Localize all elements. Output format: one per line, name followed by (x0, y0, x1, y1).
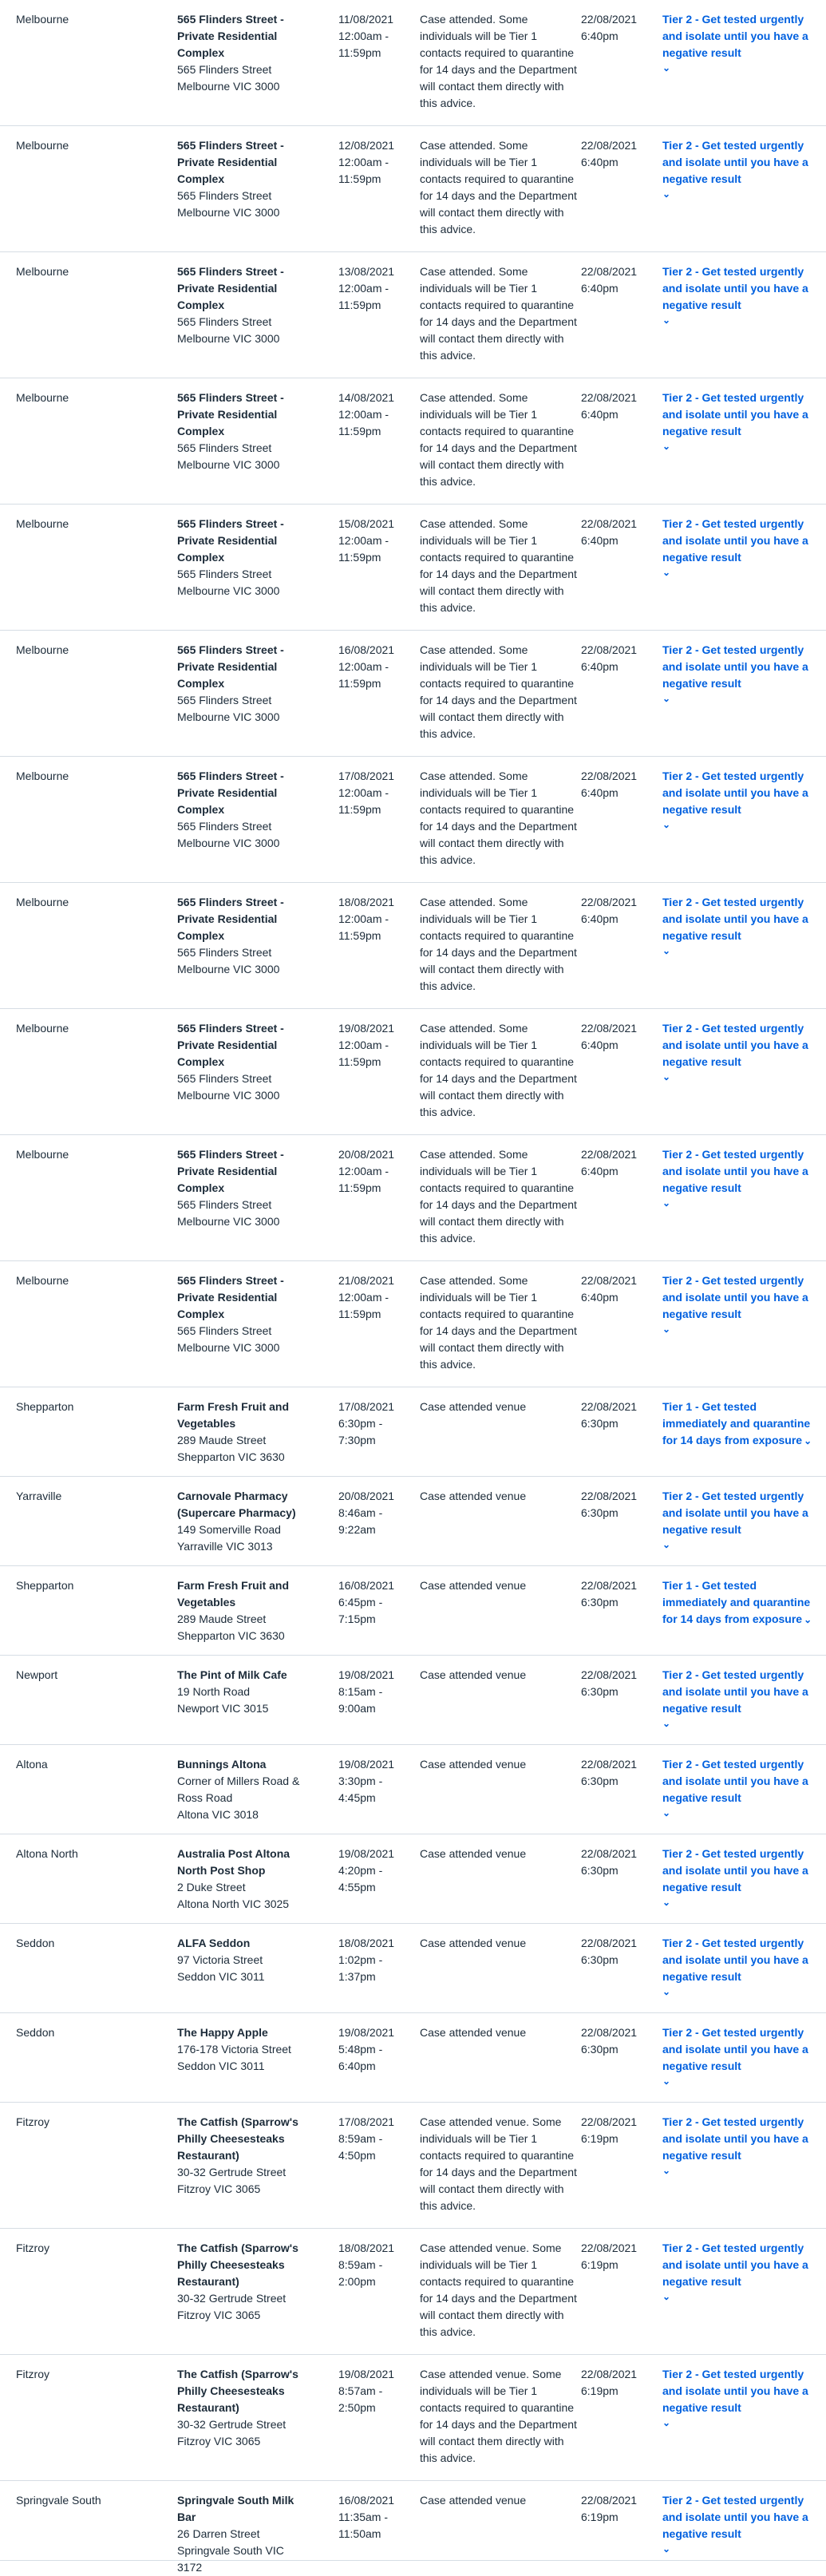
health-advice-label: Tier 2 - Get tested urgently and isolate until you have a negative result (662, 2368, 808, 2414)
health-advice-label: Tier 2 - Get tested urgently and isolate until you have a negative result (662, 643, 808, 690)
site-name: 565 Flinders Street - Private Residential Complex (177, 1148, 284, 1194)
site-name: 565 Flinders Street - Private Residential Complex (177, 265, 284, 311)
address-line: Springvale South VIC 3172 (177, 2544, 284, 2574)
chevron-down-icon: ⌄ (662, 2165, 671, 2176)
site-cell (177, 516, 305, 599)
address-line: Melbourne VIC 3000 (177, 1089, 280, 1102)
exposure-time-cell: 19/08/2021 8:57am - 2:50pm (338, 2368, 395, 2414)
chevron-down-icon: ⌄ (662, 1539, 671, 1550)
health-advice-toggle[interactable] (662, 263, 818, 326)
table-row (0, 252, 826, 378)
chevron-down-icon: ⌄ (662, 1807, 671, 1818)
suburb-cell: Melbourne (16, 1022, 69, 1035)
health-advice-label: Tier 2 - Get tested urgently and isolate until you have a negative result (662, 265, 808, 311)
site-cell (177, 2024, 305, 2075)
health-advice-label: Tier 2 - Get tested urgently and isolate until you have a negative result (662, 896, 808, 942)
notes-cell: Case attended venue. Some individuals will be Tier 1 contacts required to quarantine for 14 days and the Department will contact them directly with this advice. (420, 2115, 577, 2212)
suburb-cell: Melbourne (16, 770, 69, 782)
address-line: Altona North VIC 3025 (177, 1897, 290, 1910)
health-advice-label: Tier 2 - Get tested urgently and isolate until you have a negative result (662, 1490, 808, 1536)
table-row (0, 126, 826, 252)
health-advice-toggle[interactable] (662, 1399, 818, 1450)
health-advice-label: Tier 2 - Get tested urgently and isolate until you have a negative result (662, 2494, 808, 2540)
site-name: Springvale South Milk Bar (177, 2494, 294, 2523)
address-line: Shepparton VIC 3630 (177, 1629, 285, 1642)
health-advice-toggle[interactable] (662, 768, 818, 831)
table-row (0, 1135, 826, 1261)
address-line: Seddon VIC 3011 (177, 1970, 265, 1983)
address-line: Corner of Millers Road & Ross Road (177, 1775, 300, 1804)
suburb-cell: Melbourne (16, 896, 69, 908)
exposure-time-cell: 20/08/2021 8:46am - 9:22am (338, 1490, 395, 1536)
address-line: Fitzroy VIC 3065 (177, 2309, 261, 2321)
address-line: Melbourne VIC 3000 (177, 1215, 280, 1228)
site-name: The Pint of Milk Cafe (177, 1668, 287, 1681)
site-cell (177, 642, 305, 726)
added-time-cell: 22/08/2021 6:40pm (581, 13, 638, 42)
address-line: Melbourne VIC 3000 (177, 1341, 280, 1354)
table-row (0, 2103, 826, 2229)
table-row (0, 1745, 826, 1834)
added-time-cell: 22/08/2021 6:30pm (581, 1937, 638, 1966)
exposure-time-cell: 16/08/2021 12:00am - 11:59pm (338, 643, 395, 690)
exposure-time-cell: 19/08/2021 12:00am - 11:59pm (338, 1022, 395, 1068)
site-name: Farm Fresh Fruit and Vegetables (177, 1579, 290, 1609)
address-line: 565 Flinders Street (177, 1072, 272, 1085)
exposure-time-cell: 16/08/2021 11:35am - 11:50am (338, 2494, 395, 2540)
notes-cell: Case attended. Some individuals will be Tier 1 contacts required to quarantine for 14 days and the Department will contact them directly with this advice. (420, 1022, 577, 1118)
health-advice-toggle[interactable] (662, 1667, 818, 1730)
table-row (0, 505, 826, 631)
site-name: 565 Flinders Street - Private Residential Complex (177, 391, 284, 437)
health-advice-label: Tier 2 - Get tested urgently and isolate until you have a negative result (662, 1274, 808, 1320)
health-advice-label: Tier 2 - Get tested urgently and isolate until you have a negative result (662, 2026, 808, 2072)
address-line: Melbourne VIC 3000 (177, 80, 280, 93)
suburb-cell: Melbourne (16, 1274, 69, 1287)
health-advice-toggle[interactable] (662, 2114, 818, 2177)
site-cell (177, 137, 305, 221)
suburb-cell: Fitzroy (16, 2115, 49, 2128)
health-advice-label: Tier 2 - Get tested urgently and isolate until you have a negative result (662, 770, 808, 816)
table-row (0, 1924, 826, 2013)
added-time-cell: 22/08/2021 6:40pm (581, 1022, 638, 1051)
added-time-cell: 22/08/2021 6:30pm (581, 1490, 638, 1519)
suburb-cell: Melbourne (16, 265, 69, 278)
chevron-down-icon: ⌄ (804, 1435, 812, 1446)
address-line: 565 Flinders Street (177, 820, 272, 833)
address-line: Fitzroy VIC 3065 (177, 2435, 261, 2447)
notes-cell: Case attended venue (420, 1400, 527, 1413)
notes-cell: Case attended venue (420, 1758, 527, 1771)
site-cell (177, 1272, 305, 1356)
notes-cell: Case attended venue. Some individuals will be Tier 1 contacts required to quarantine for 14 days and the Department will contact them directly with this advice. (420, 2368, 577, 2464)
table-row (0, 1477, 826, 1566)
address-line: 565 Flinders Street (177, 189, 272, 202)
health-advice-label: Tier 1 - Get tested immediately and quarantine for 14 days from exposure (662, 1400, 811, 1446)
site-cell (177, 1935, 305, 1985)
address-line: Melbourne VIC 3000 (177, 837, 280, 849)
site-name: Bunnings Altona (177, 1758, 267, 1771)
health-advice-label: Tier 2 - Get tested urgently and isolate until you have a negative result (662, 1937, 808, 1983)
site-name: 565 Flinders Street - Private Residential Complex (177, 1022, 284, 1068)
notes-cell: Case attended. Some individuals will be Tier 1 contacts required to quarantine for 14 days and the Department will contact them directly with this advice. (420, 517, 577, 614)
suburb-cell: Shepparton (16, 1400, 74, 1413)
table-row (0, 1387, 826, 1477)
site-cell (177, 894, 305, 978)
added-time-cell: 22/08/2021 6:30pm (581, 1579, 638, 1609)
address-line: Shepparton VIC 3630 (177, 1450, 285, 1463)
suburb-cell: Yarraville (16, 1490, 62, 1502)
added-time-cell: 22/08/2021 6:40pm (581, 770, 638, 799)
address-line: 289 Maude Street (177, 1434, 267, 1446)
address-line: Melbourne VIC 3000 (177, 458, 280, 471)
health-advice-toggle[interactable] (662, 2366, 818, 2429)
chevron-down-icon: ⌄ (662, 441, 671, 452)
added-time-cell: 22/08/2021 6:40pm (581, 139, 638, 168)
exposure-time-cell: 14/08/2021 12:00am - 11:59pm (338, 391, 395, 437)
chevron-down-icon: ⌄ (662, 62, 671, 73)
site-name: The Catfish (Sparrow's Philly Cheesesteaks Restaurant) (177, 2368, 298, 2414)
site-cell (177, 1667, 305, 1717)
health-advice-toggle[interactable] (662, 390, 818, 453)
suburb-cell: Melbourne (16, 1148, 69, 1161)
table-row (0, 2013, 826, 2103)
notes-cell: Case attended venue (420, 2494, 527, 2507)
address-line: 30-32 Gertrude Street (177, 2418, 287, 2431)
suburb-cell: Seddon (16, 1937, 55, 1949)
chevron-down-icon: ⌄ (662, 2417, 671, 2428)
site-name: The Catfish (Sparrow's Philly Cheesesteaks Restaurant) (177, 2115, 298, 2162)
address-line: Melbourne VIC 3000 (177, 584, 280, 597)
health-advice-toggle[interactable] (662, 11, 818, 74)
suburb-cell: Newport (16, 1668, 58, 1681)
exposure-time-cell: 17/08/2021 12:00am - 11:59pm (338, 770, 395, 816)
notes-cell: Case attended. Some individuals will be Tier 1 contacts required to quarantine for 14 days and the Department will contact them directly with this advice. (420, 896, 577, 992)
chevron-down-icon: ⌄ (662, 1718, 671, 1729)
added-time-cell: 22/08/2021 6:30pm (581, 1847, 638, 1877)
notes-cell: Case attended. Some individuals will be Tier 1 contacts required to quarantine for 14 days and the Department will contact them directly with this advice. (420, 1148, 577, 1244)
site-cell (177, 1488, 305, 1555)
table-row (0, 1009, 826, 1135)
health-advice-toggle[interactable] (662, 1846, 818, 1909)
health-advice-toggle[interactable] (662, 2024, 818, 2087)
health-advice-label: Tier 2 - Get tested urgently and isolate until you have a negative result (662, 1148, 808, 1194)
health-advice-toggle[interactable] (662, 1020, 818, 1083)
address-line: 565 Flinders Street (177, 441, 272, 454)
health-advice-toggle[interactable] (662, 516, 818, 579)
table-row (0, 631, 826, 757)
health-advice-toggle[interactable] (662, 137, 818, 200)
site-cell (177, 1756, 305, 1823)
address-line: Altona VIC 3018 (177, 1808, 259, 1821)
site-cell (177, 2492, 305, 2576)
address-line: 289 Maude Street (177, 1612, 267, 1625)
health-advice-toggle[interactable] (662, 1935, 818, 1998)
address-line: 565 Flinders Street (177, 315, 272, 328)
address-line: Yarraville VIC 3013 (177, 1540, 273, 1553)
exposure-time-cell: 18/08/2021 12:00am - 11:59pm (338, 896, 395, 942)
suburb-cell: Melbourne (16, 643, 69, 656)
suburb-cell: Altona North (16, 1847, 78, 1860)
added-time-cell: 22/08/2021 6:40pm (581, 896, 638, 925)
exposure-time-cell: 18/08/2021 1:02pm - 1:37pm (338, 1937, 395, 1983)
site-cell (177, 768, 305, 852)
notes-cell: Case attended venue (420, 1490, 527, 1502)
address-line: Melbourne VIC 3000 (177, 710, 280, 723)
chevron-down-icon: ⌄ (662, 945, 671, 956)
exposure-time-cell: 17/08/2021 6:30pm - 7:30pm (338, 1400, 395, 1446)
chevron-down-icon: ⌄ (662, 1071, 671, 1082)
site-name: 565 Flinders Street - Private Residential Complex (177, 896, 284, 942)
table-row (0, 2355, 826, 2481)
table-row (0, 2481, 826, 2574)
health-advice-toggle[interactable] (662, 1146, 818, 1209)
table-row (0, 0, 826, 126)
site-name: 565 Flinders Street - Private Residential Complex (177, 770, 284, 816)
address-line: Melbourne VIC 3000 (177, 206, 280, 219)
health-advice-toggle[interactable] (662, 2240, 818, 2303)
site-name: 565 Flinders Street - Private Residential Complex (177, 1274, 284, 1320)
address-line: Melbourne VIC 3000 (177, 332, 280, 345)
chevron-down-icon: ⌄ (662, 315, 671, 326)
added-time-cell: 22/08/2021 6:40pm (581, 1274, 638, 1304)
suburb-cell: Shepparton (16, 1579, 74, 1592)
site-cell (177, 1846, 305, 1913)
site-name: Carnovale Pharmacy (Supercare Pharmacy) (177, 1490, 296, 1519)
address-line: 30-32 Gertrude Street (177, 2292, 287, 2305)
exposure-time-cell: 17/08/2021 8:59am - 4:50pm (338, 2115, 395, 2162)
health-advice-label: Tier 2 - Get tested urgently and isolate until you have a negative result (662, 517, 808, 564)
site-cell (177, 2114, 305, 2198)
notes-cell: Case attended. Some individuals will be Tier 1 contacts required to quarantine for 14 days and the Department will contact them directly with this advice. (420, 13, 577, 109)
exposure-time-cell: 12/08/2021 12:00am - 11:59pm (338, 139, 395, 185)
table-row (0, 883, 826, 1009)
address-line: 176-178 Victoria Street (177, 2043, 291, 2056)
chevron-down-icon: ⌄ (662, 1197, 671, 1209)
health-advice-label: Tier 2 - Get tested urgently and isolate until you have a negative result (662, 13, 808, 59)
suburb-cell: Melbourne (16, 139, 69, 152)
address-line: 2 Duke Street (177, 1881, 246, 1893)
health-advice-label: Tier 1 - Get tested immediately and quarantine for 14 days from exposure (662, 1579, 811, 1625)
chevron-down-icon: ⌄ (662, 188, 671, 200)
table-row (0, 2229, 826, 2355)
health-advice-label: Tier 2 - Get tested urgently and isolate until you have a negative result (662, 1022, 808, 1068)
site-cell (177, 1399, 305, 1466)
added-time-cell: 22/08/2021 6:19pm (581, 2242, 638, 2271)
site-name: 565 Flinders Street - Private Residential Complex (177, 643, 284, 690)
health-advice-toggle[interactable] (662, 642, 818, 705)
table-row (0, 757, 826, 883)
address-line: 19 North Road (177, 1685, 251, 1698)
chevron-down-icon: ⌄ (804, 1614, 812, 1625)
table-row (0, 1834, 826, 1924)
health-advice-label: Tier 2 - Get tested urgently and isolate until you have a negative result (662, 1758, 808, 1804)
added-time-cell: 22/08/2021 6:19pm (581, 2115, 638, 2145)
site-name: 565 Flinders Street - Private Residential Complex (177, 139, 284, 185)
site-name: 565 Flinders Street - Private Residential Complex (177, 517, 284, 564)
chevron-down-icon: ⌄ (662, 1986, 671, 1997)
added-time-cell: 22/08/2021 6:30pm (581, 1400, 638, 1430)
chevron-down-icon: ⌄ (662, 567, 671, 578)
suburb-cell: Melbourne (16, 13, 69, 26)
site-name: The Happy Apple (177, 2026, 268, 2039)
suburb-cell: Seddon (16, 2026, 55, 2039)
table-row (0, 1656, 826, 1745)
health-advice-toggle[interactable] (662, 2492, 818, 2555)
health-advice-label: Tier 2 - Get tested urgently and isolate until you have a negative result (662, 139, 808, 185)
address-line: 30-32 Gertrude Street (177, 2166, 287, 2178)
notes-cell: Case attended venue (420, 1579, 527, 1592)
table-row (0, 1261, 826, 1387)
suburb-cell: Altona (16, 1758, 48, 1771)
address-line: 149 Somerville Road (177, 1523, 281, 1536)
address-line: 565 Flinders Street (177, 1198, 272, 1211)
site-cell (177, 2240, 305, 2324)
health-advice-toggle[interactable] (662, 894, 818, 957)
notes-cell: Case attended. Some individuals will be Tier 1 contacts required to quarantine for 14 days and the Department will contact them directly with this advice. (420, 1274, 577, 1371)
exposure-time-cell: 21/08/2021 12:00am - 11:59pm (338, 1274, 395, 1320)
site-cell (177, 2366, 305, 2450)
chevron-down-icon: ⌄ (662, 2075, 671, 2087)
site-cell (177, 390, 305, 473)
site-cell (177, 263, 305, 347)
chevron-down-icon: ⌄ (662, 2543, 671, 2554)
address-line: Melbourne VIC 3000 (177, 963, 280, 975)
table-row (0, 378, 826, 505)
site-name: Australia Post Altona North Post Shop (177, 1847, 290, 1877)
health-advice-toggle[interactable] (662, 1272, 818, 1335)
health-advice-toggle[interactable] (662, 1756, 818, 1819)
site-name: Farm Fresh Fruit and Vegetables (177, 1400, 290, 1430)
exposure-time-cell: 20/08/2021 12:00am - 11:59pm (338, 1148, 395, 1194)
exposure-time-cell: 15/08/2021 12:00am - 11:59pm (338, 517, 395, 564)
site-name: 565 Flinders Street - Private Residential Complex (177, 13, 284, 59)
address-line: 565 Flinders Street (177, 63, 272, 76)
added-time-cell: 22/08/2021 6:40pm (581, 517, 638, 547)
notes-cell: Case attended venue (420, 2026, 527, 2039)
site-cell (177, 1146, 305, 1230)
notes-cell: Case attended venue. Some individuals will be Tier 1 contacts required to quarantine for 14 days and the Department will contact them directly with this advice. (420, 2242, 577, 2338)
chevron-down-icon: ⌄ (662, 2291, 671, 2302)
suburb-cell: Fitzroy (16, 2242, 49, 2254)
suburb-cell: Springvale South (16, 2494, 101, 2507)
exposure-time-cell: 19/08/2021 5:48pm - 6:40pm (338, 2026, 395, 2072)
added-time-cell: 22/08/2021 6:40pm (581, 391, 638, 421)
health-advice-label: Tier 2 - Get tested urgently and isolate until you have a negative result (662, 391, 808, 437)
site-cell (177, 1020, 305, 1104)
exposure-time-cell: 19/08/2021 4:20pm - 4:55pm (338, 1847, 395, 1893)
added-time-cell: 22/08/2021 6:40pm (581, 643, 638, 673)
added-time-cell: 22/08/2021 6:19pm (581, 2368, 638, 2397)
added-time-cell: 22/08/2021 6:30pm (581, 2026, 638, 2056)
suburb-cell: Melbourne (16, 391, 69, 404)
chevron-down-icon: ⌄ (662, 693, 671, 704)
exposure-time-cell: 13/08/2021 12:00am - 11:59pm (338, 265, 395, 311)
chevron-down-icon: ⌄ (662, 1324, 671, 1335)
notes-cell: Case attended venue (420, 1847, 527, 1860)
exposure-time-cell: 19/08/2021 3:30pm - 4:45pm (338, 1758, 395, 1804)
address-line: 565 Flinders Street (177, 946, 272, 959)
address-line: 565 Flinders Street (177, 694, 272, 706)
added-time-cell: 22/08/2021 6:40pm (581, 265, 638, 295)
added-time-cell: 22/08/2021 6:30pm (581, 1758, 638, 1787)
notes-cell: Case attended. Some individuals will be Tier 1 contacts required to quarantine for 14 days and the Department will contact them directly with this advice. (420, 139, 577, 235)
health-advice-toggle[interactable] (662, 1577, 818, 1628)
notes-cell: Case attended. Some individuals will be Tier 1 contacts required to quarantine for 14 days and the Department will contact them directly with this advice. (420, 391, 577, 488)
site-name: ALFA Seddon (177, 1937, 251, 1949)
address-line: 565 Flinders Street (177, 568, 272, 580)
address-line: 26 Darren Street (177, 2527, 260, 2540)
suburb-cell: Fitzroy (16, 2368, 49, 2380)
health-advice-toggle[interactable] (662, 1488, 818, 1551)
address-line: Newport VIC 3015 (177, 1702, 269, 1715)
notes-cell: Case attended. Some individuals will be Tier 1 contacts required to quarantine for 14 days and the Department will contact them directly with this advice. (420, 265, 577, 362)
added-time-cell: 22/08/2021 6:40pm (581, 1148, 638, 1177)
table-row (0, 1566, 826, 1656)
site-name: The Catfish (Sparrow's Philly Cheesesteaks Restaurant) (177, 2242, 298, 2288)
exposure-time-cell: 11/08/2021 12:00am - 11:59pm (338, 13, 394, 59)
site-cell (177, 11, 305, 95)
exposure-time-cell: 19/08/2021 8:15am - 9:00am (338, 1668, 395, 1715)
exposure-time-cell: 18/08/2021 8:59am - 2:00pm (338, 2242, 395, 2288)
address-line: Fitzroy VIC 3065 (177, 2182, 261, 2195)
notes-cell: Case attended. Some individuals will be Tier 1 contacts required to quarantine for 14 days and the Department will contact them directly with this advice. (420, 770, 577, 866)
health-advice-label: Tier 2 - Get tested urgently and isolate until you have a negative result (662, 1668, 808, 1715)
chevron-down-icon: ⌄ (662, 1897, 671, 1908)
address-line: Seddon VIC 3011 (177, 2060, 265, 2072)
health-advice-label: Tier 2 - Get tested urgently and isolate until you have a negative result (662, 1847, 808, 1893)
health-advice-label: Tier 2 - Get tested urgently and isolate until you have a negative result (662, 2242, 808, 2288)
address-line: 97 Victoria Street (177, 1953, 263, 1966)
notes-cell: Case attended. Some individuals will be Tier 1 contacts required to quarantine for 14 days and the Department will contact them directly with this advice. (420, 643, 577, 740)
exposure-time-cell: 16/08/2021 6:45pm - 7:15pm (338, 1579, 395, 1625)
address-line: 565 Flinders Street (177, 1324, 272, 1337)
chevron-down-icon: ⌄ (662, 819, 671, 830)
added-time-cell: 22/08/2021 6:30pm (581, 1668, 638, 1698)
notes-cell: Case attended venue (420, 1668, 527, 1681)
added-time-cell: 22/08/2021 6:19pm (581, 2494, 638, 2523)
notes-cell: Case attended venue (420, 1937, 527, 1949)
site-cell (177, 1577, 305, 1644)
suburb-cell: Melbourne (16, 517, 69, 530)
health-advice-label: Tier 2 - Get tested urgently and isolate until you have a negative result (662, 2115, 808, 2162)
